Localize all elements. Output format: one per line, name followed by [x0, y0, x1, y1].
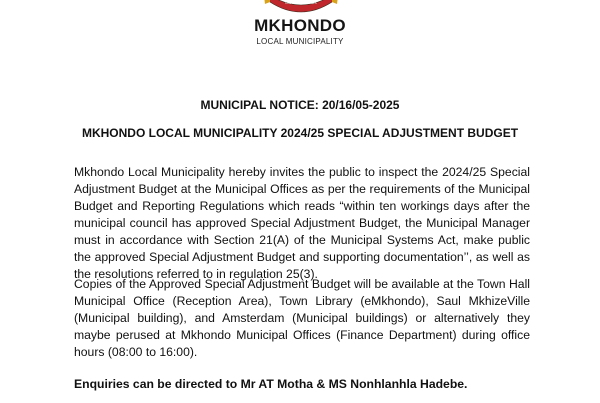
paragraph-copies	[74, 276, 530, 361]
paragraph-line: the approved Special Adjustment Budget and supporting documentation’’, as well as	[74, 250, 530, 264]
notice-number: MUNICIPAL NOTICE: 20/16/05-2025	[200, 98, 400, 112]
org-name: MKHONDO	[254, 16, 346, 35]
paragraph-line: Adjustment Budget at the Municipal Offices as per the requirements of the Municipal	[74, 182, 530, 196]
paragraph-line: municipal council has approved Special Adjustment Budget, the Municipal Manager	[74, 216, 530, 230]
municipal-crest-logo	[262, 0, 340, 14]
notice-title: MKHONDO LOCAL MUNICIPALITY 2024/25 SPECIAL ADJUSTMENT BUDGET	[81, 126, 519, 140]
org-subtitle: LOCAL MUNICIPALITY	[256, 37, 344, 46]
paragraph-line: Mkhondo Local Municipality hereby invites the public to inspect the 2024/25 Special	[74, 165, 530, 179]
paragraph-line: maybe perused at Mkhondo Municipal Offices (Finance Department) during office	[74, 328, 530, 342]
enquiries-line: Enquiries can be directed to Mr AT Motha & MS Nonhlanhla Hadebe.	[74, 377, 468, 391]
paragraph-line: the resolutions referred to in regulation 25(3).	[74, 267, 318, 281]
paragraph-line: Copies of the Approved Special Adjustment Budget will be available at the Town Hall	[74, 277, 530, 291]
paragraph-line: must in accordance with Section 21(A) of the Municipal Systems Act, make public	[74, 233, 530, 247]
paragraph-line: Municipal Office (Reception Area), Town Library (eMkhondo), Saul MkhizeVille	[74, 294, 530, 308]
paragraph-line: (Municipal building), and Amsterdam (Municipal buildings) or alternatively they	[74, 311, 530, 325]
paragraph-line: Budget and Reporting Regulations which reads “within ten workings days after the	[74, 199, 530, 213]
crest-motto: DISTRICT GUARDS	[285, 1, 317, 5]
paragraph-invitation	[74, 164, 530, 283]
paragraph-line: hours (08:00 to 16:00).	[74, 345, 198, 359]
